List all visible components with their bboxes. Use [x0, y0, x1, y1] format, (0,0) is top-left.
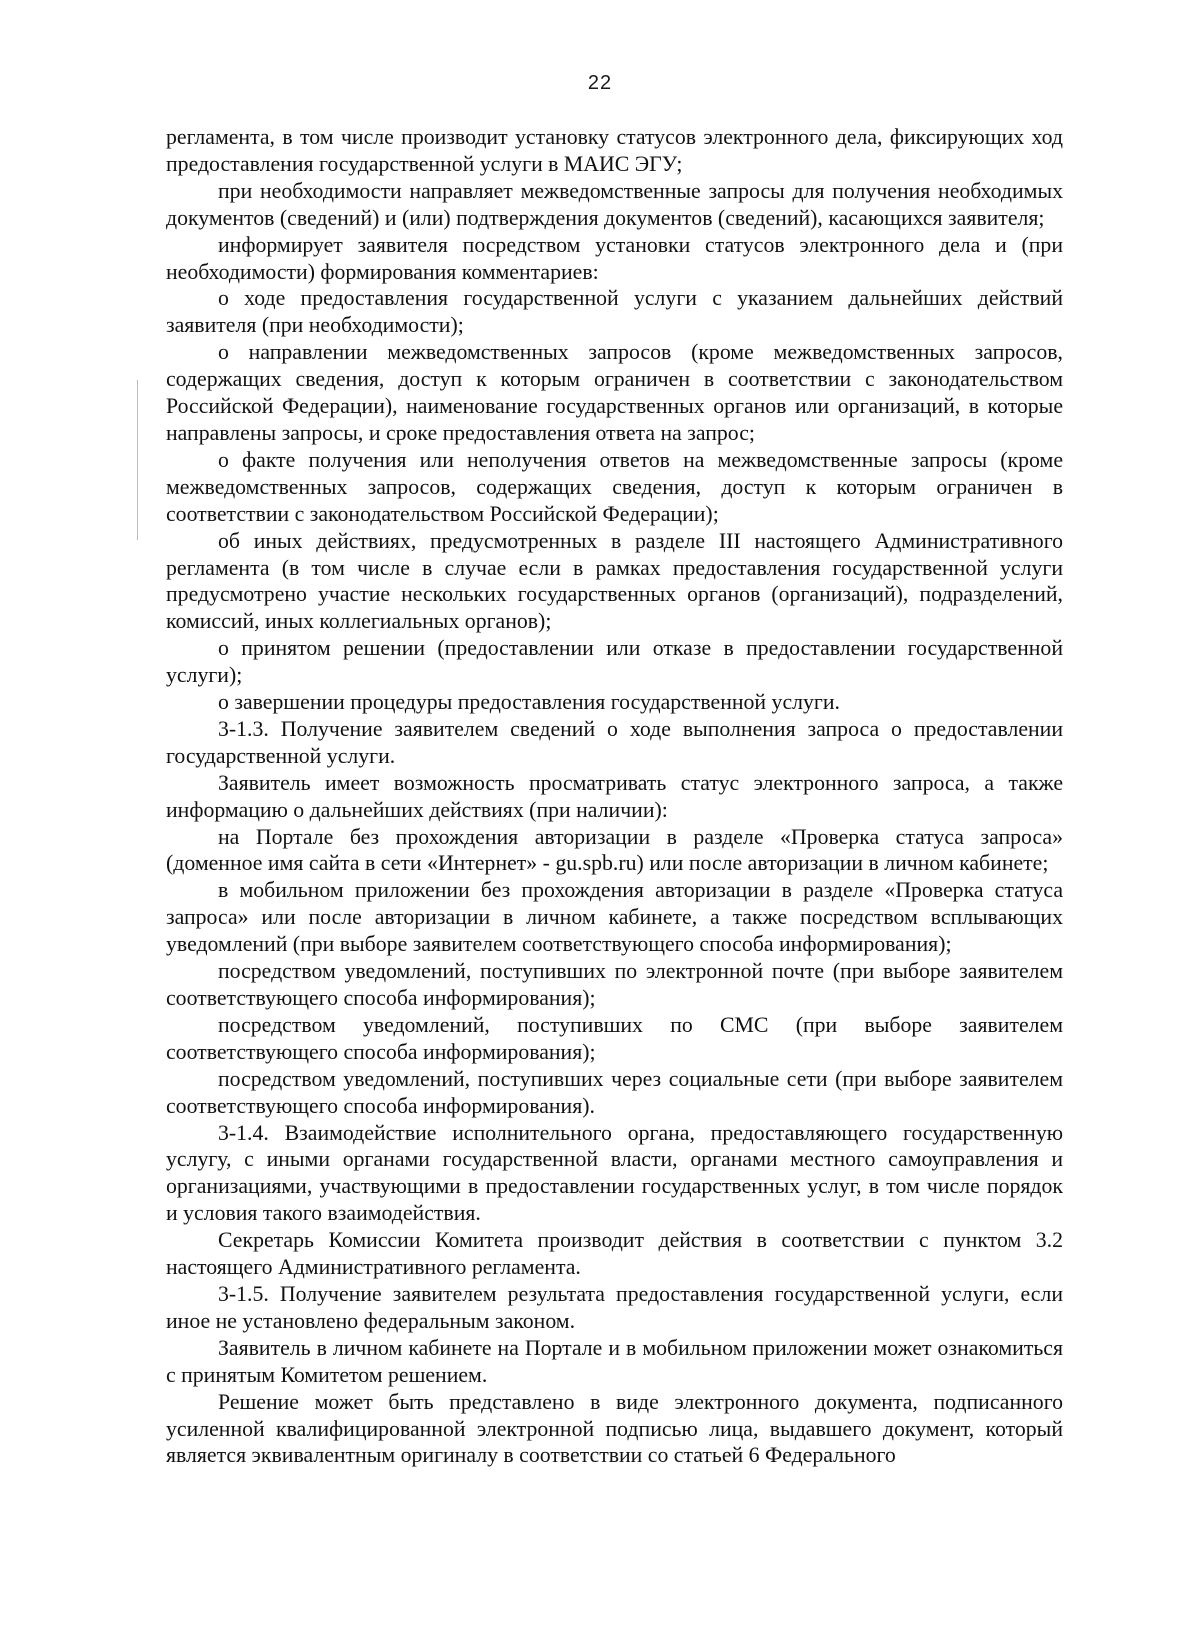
paragraph: о завершении процедуры предоставления государственной услуги. — [218, 690, 840, 715]
paragraph: об иных действиях, предусмотренных в разделе III настоящего Административного регламента (в том числе в случае если в рамках предоставления государственной услуги предусмотрено участие нескольких государственных органов (организаций), подразделений, комиссий, иных коллегиальных органов); — [166, 528, 1063, 634]
document-body — [166, 124, 1063, 1469]
scan-margin-mark — [137, 380, 138, 540]
paragraph: Секретарь Комиссии Комитета производит действия в соответствии с пунктом 3.2 настоящего Административного регламента. — [166, 1228, 1063, 1280]
paragraph: посредством уведомлений, поступивших по СМС (при выборе заявителем соответствующего способа информирования); — [166, 1012, 1063, 1064]
paragraph: 3-1.5. Получение заявителем результата предоставления государственной услуги, если иное не установлено федеральным законом. — [166, 1281, 1063, 1333]
paragraph: Заявитель в личном кабинете на Портале и в мобильном приложении может ознакомиться с принятым Комитетом решением. — [166, 1335, 1063, 1387]
paragraph: о ходе предоставления государственной услуги с указанием дальнейших действий заявителя (при необходимости); — [166, 286, 1063, 338]
paragraph: регламента, в том числе производит установку статусов электронного дела, фиксирующих ход предоставления государственной услуги в МАИС ЭГУ; — [166, 125, 1063, 176]
paragraph: о принятом решении (предоставлении или отказе в предоставлении государственной услуги); — [166, 636, 1063, 688]
paragraph: о направлении межведомственных запросов (кроме межведомственных запросов, содержащих сведения, доступ к которым ограничен в соответствии с законодательством Российской Федерации), наименование государственных органов или организаций, в которые направлены запросы, и сроке предоставления ответа на запрос; — [166, 340, 1063, 445]
paragraph: 3-1.3. Получение заявителем сведений о ходе выполнения запроса о предоставлении государственной услуги. — [166, 716, 1063, 768]
page-number: 22 — [587, 72, 613, 94]
paragraph: Решение может быть представлено в виде электронного документа, подписанного усиленной квалифицированной электронной подписью лица, выдавшего документ, который является эквивалентным оригиналу в соответствии со статьей 6 Федерального — [166, 1389, 1063, 1468]
paragraph: на Портале без прохождения авторизации в разделе «Проверка статуса запроса» (доменное имя сайта в сети «Интернет» - gu.spb.ru) или после авторизации в личном кабинете; — [166, 824, 1063, 876]
paragraph: о факте получения или неполучения ответов на межведомственные запросы (кроме межведомственных запросов, содержащих сведения, доступ к которым ограничен в соответствии с законодательством Российской Федерации); — [166, 447, 1063, 526]
paragraph: посредством уведомлений, поступивших через социальные сети (при выборе заявителем соответствующего способа информирования). — [166, 1066, 1063, 1118]
paragraph: при необходимости направляет межведомственные запросы для получения необходимых документов (сведений) и (или) подтверждения документов (сведений), касающихся заявителя; — [166, 178, 1063, 230]
paragraph: в мобильном приложении без прохождения авторизации в разделе «Проверка статуса запроса» или после авторизации в личном кабинете, а также посредством всплывающих уведомлений (при выборе заявителем соответствующего способа информирования); — [166, 878, 1063, 957]
paragraph: 3-1.4. Взаимодействие исполнительного органа, предоставляющего государственную услугу, с иными органами государственной власти, органами местного самоуправления и организациями, участвующими в предоставлении государственных услуг, в том числе порядок и условия такого взаимодействия. — [166, 1120, 1063, 1226]
paragraph: информирует заявителя посредством установки статусов электронного дела и (при необходимости) формирования комментариев: — [166, 232, 1063, 284]
paragraph: посредством уведомлений, поступивших по электронной почте (при выборе заявителем соответствующего способа информирования); — [166, 959, 1063, 1010]
paragraph: Заявитель имеет возможность просматривать статус электронного запроса, а также информацию о дальнейших действиях (при наличии): — [166, 770, 1063, 822]
